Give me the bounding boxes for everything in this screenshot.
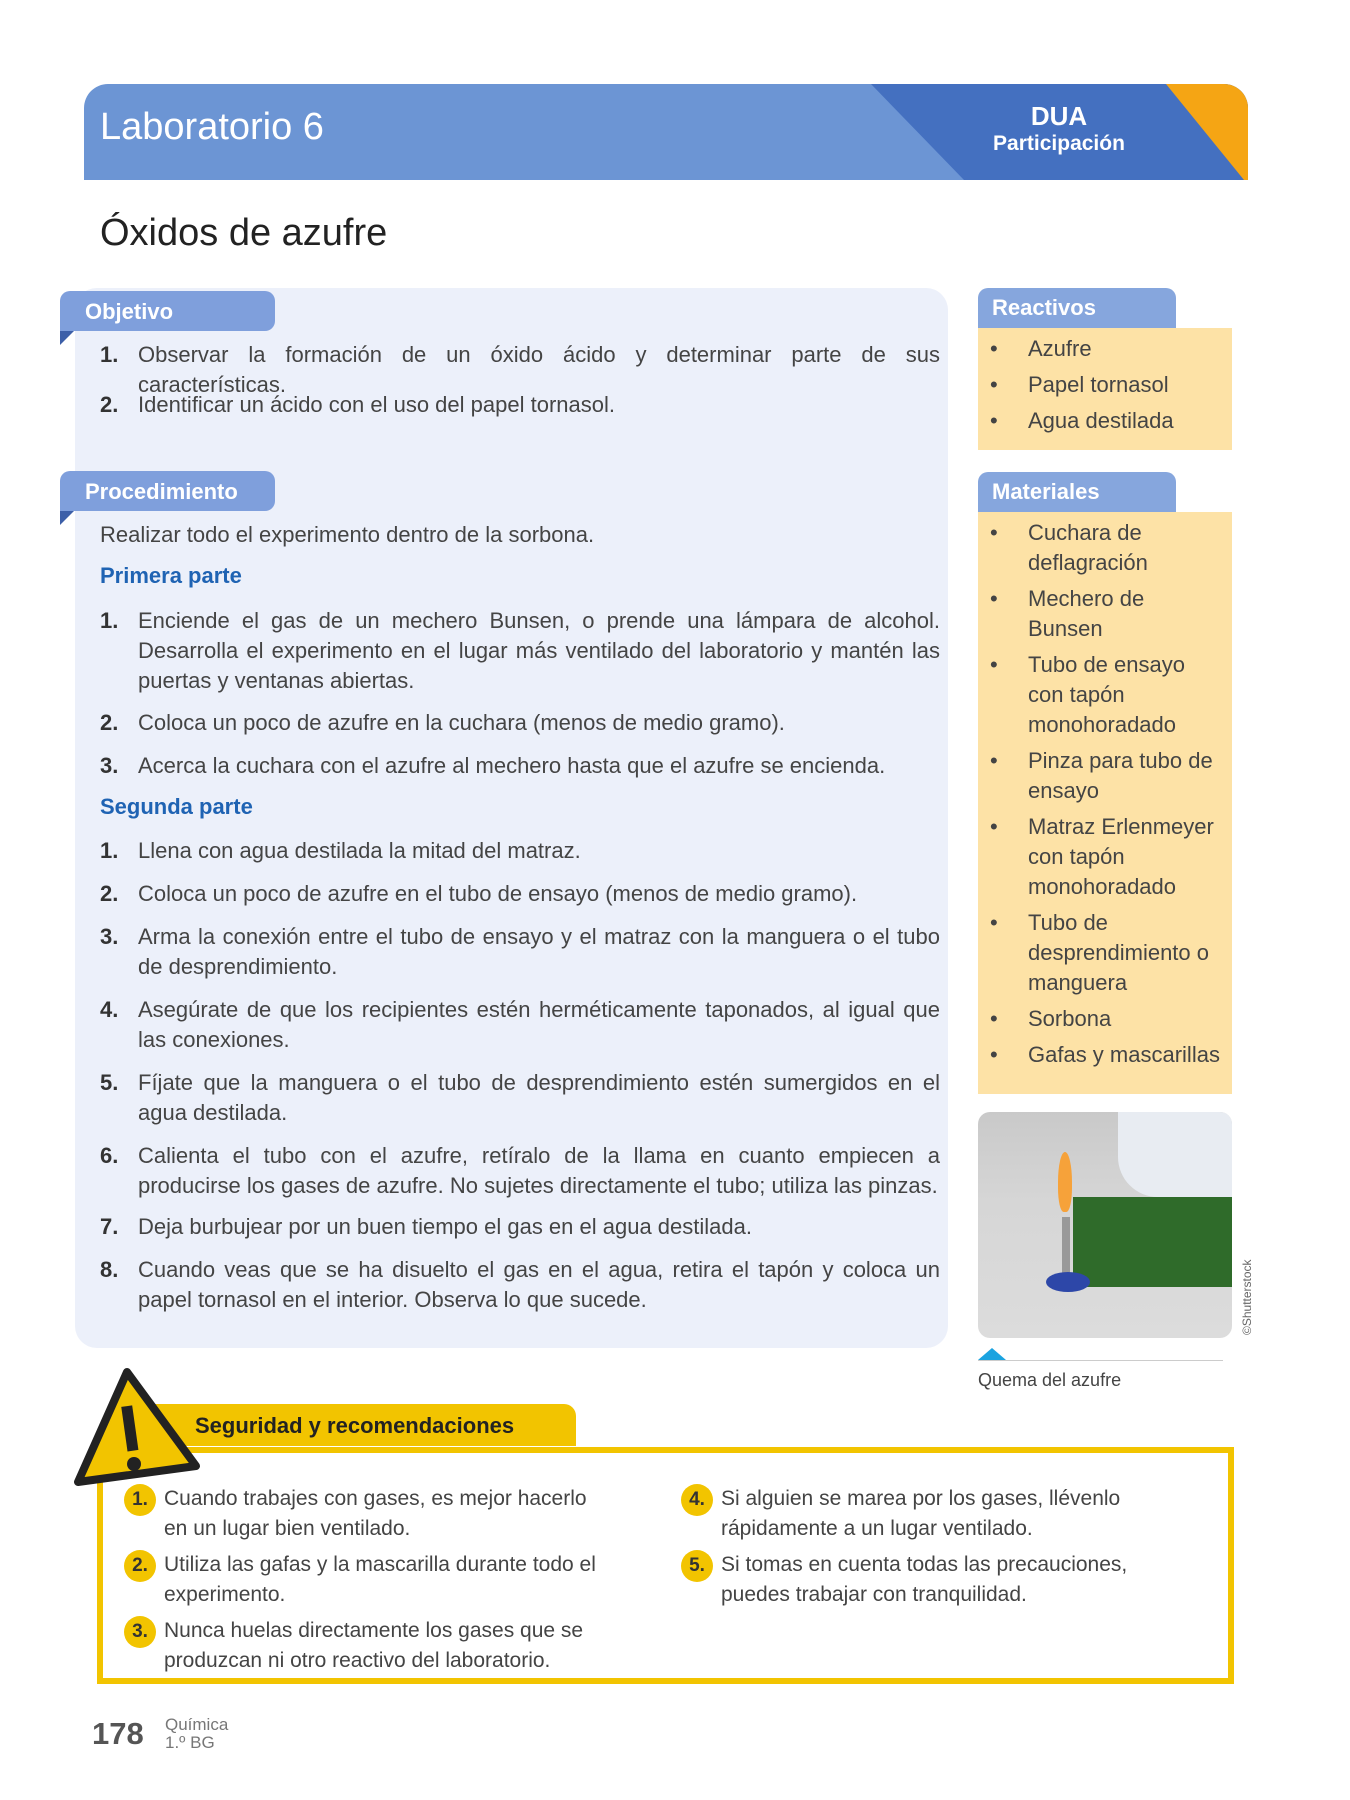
objective-item: 2. Identificar un ácido con el uso del papel tornasol. <box>100 392 615 417</box>
dua-label: DUA <box>1030 101 1088 131</box>
material-item: • Mechero de Bunsen <box>990 586 1145 641</box>
reactivo-item: • Agua destilada <box>990 408 1174 433</box>
step-item: 3. Acerca la cuchara con el azufre al mechero hasta que el azufre se encienda. <box>100 753 886 778</box>
step-item: 7. Deja burbujear por un buen tiempo el gas en el agua destilada. <box>100 1214 752 1239</box>
dua-badge <box>984 102 1134 158</box>
segunda-parte-heading: Segunda parte <box>100 794 253 819</box>
objective-item: 1. Observar la formación de un óxido ácido y determinar parte de sus características. <box>100 342 940 397</box>
materiales-tab: Materiales <box>978 472 1176 512</box>
lab-title: Laboratorio 6 <box>100 106 324 148</box>
step-item: 8. Cuando veas que se ha disuelto el gas en el agua, retira el tapón y coloca un papel tornasol en el interior. Observa lo que sucede. <box>100 1257 940 1312</box>
safety-item: 1. Cuando trabajes con gases, es mejor hacerlo en un lugar bien ventilado. <box>124 1484 604 1544</box>
caption-triangle-icon <box>978 1348 1006 1360</box>
safety-item: 5. Si tomas en cuenta todas las precauciones, puedes trabajar con tranquilidad. <box>681 1550 1201 1610</box>
procedure-intro: Realizar todo el experimento dentro de la sorbona. <box>100 522 595 547</box>
safety-item: 2. Utiliza las gafas y la mascarilla durante todo el experimento. <box>124 1550 604 1610</box>
procedimiento-tab: Procedimiento <box>60 471 275 511</box>
bunsen-burner-photo <box>978 1112 1232 1338</box>
material-item: • Cuchara de deflagración <box>990 520 1148 575</box>
number-badge: 4. <box>681 1484 713 1516</box>
step-item: 1. Enciende el gas de un mechero Bunsen, o prende una lámpara de alcohol. Desarrolla el experimento en el lugar más ventilado del laboratorio y mantén las puertas y ventanas abiertas. <box>100 608 940 693</box>
warning-icon <box>72 1366 202 1488</box>
safety-item: 3. Nunca huelas directamente los gases que se produzcan ni otro reactivo del laboratorio. <box>124 1616 604 1676</box>
objetivo-tab: Objetivo <box>60 291 275 331</box>
footer-subject: Química 1.º BG <box>165 1715 229 1752</box>
step-item: 4. Asegúrate de que los recipientes estén herméticamente taponados, al igual que las conexiones. <box>100 997 940 1052</box>
step-item: 5. Fíjate que la manguera o el tubo de desprendimiento estén sumergidos en el agua destilada. <box>100 1070 940 1125</box>
safety-tab: Seguridad y recomendaciones <box>150 1404 576 1446</box>
reactivo-item: • Papel tornasol <box>990 372 1169 397</box>
primera-parte-heading: Primera parte <box>100 563 242 588</box>
step-item: 2. Coloca un poco de azufre en el tubo de ensayo (menos de medio gramo). <box>100 881 858 906</box>
reactivos-tab: Reactivos <box>978 288 1176 328</box>
reactivo-item: • Azufre <box>990 336 1092 361</box>
number-badge: 5. <box>681 1550 713 1582</box>
photo-caption: Quema del azufre <box>978 1370 1122 1390</box>
number-badge: 3. <box>124 1616 156 1648</box>
step-item: 2. Coloca un poco de azufre en la cuchara (menos de medio gramo). <box>100 710 785 735</box>
dua-sub: Participación <box>993 132 1125 155</box>
photo-credit: ©Shutterstock <box>1240 1259 1254 1335</box>
page-title: Óxidos de azufre <box>100 212 388 254</box>
reactivos-list <box>978 328 1232 450</box>
number-badge: 2. <box>124 1550 156 1582</box>
number-badge: 1. <box>124 1484 156 1516</box>
lab-header <box>84 84 1248 180</box>
step-item: 6. Calienta el tubo con el azufre, retíralo de la llama en cuanto empiecen a producirse los gases de azufre. No sujetes directamente el tubo; utiliza las pinzas. <box>100 1143 940 1198</box>
safety-item: 4. Si alguien se marea por los gases, llévenlo rápidamente a un lugar ventilado. <box>681 1484 1201 1544</box>
material-item: • Pinza para tubo de ensayo <box>990 748 1213 803</box>
material-item: • Gafas y mascarillas <box>990 1042 1220 1067</box>
material-item: • Tubo de desprendimiento o manguera <box>990 910 1210 995</box>
material-item: • Sorbona <box>990 1006 1112 1031</box>
page-number: 178 <box>92 1716 144 1751</box>
material-item: • Matraz Erlenmeyer con tapón monohoradado <box>990 814 1214 899</box>
step-item: 3. Arma la conexión entre el tubo de ensayo y el matraz con la manguera o el tubo de desprendimiento. <box>100 924 940 979</box>
materiales-list <box>978 512 1232 1094</box>
material-item: • Tubo de ensayo con tapón monohoradado <box>990 652 1185 737</box>
step-item: 1. Llena con agua destilada la mitad del matraz. <box>100 838 581 863</box>
